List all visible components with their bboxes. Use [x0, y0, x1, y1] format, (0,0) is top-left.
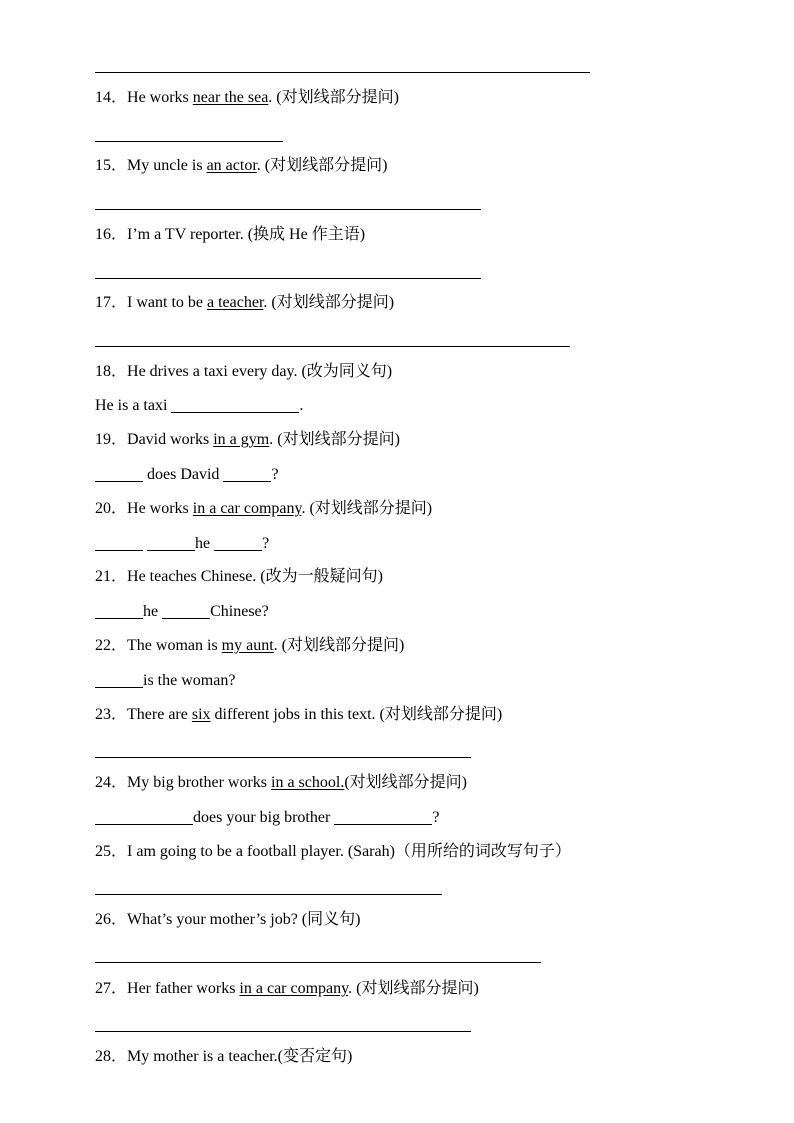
- answer-22: is the woman?: [95, 671, 235, 691]
- answer-line-16[interactable]: [95, 278, 481, 279]
- question-15: 15．My uncle is an actor. (对划线部分提问): [95, 157, 388, 174]
- question-23: 23．There are six different jobs in this text. (对划线部分提问): [95, 706, 503, 723]
- answer-19: does David ?: [95, 465, 279, 485]
- answer-line-25[interactable]: [95, 894, 442, 895]
- question-18: 18．He drives a taxi every day. (改为同义句): [95, 363, 393, 380]
- question-21: 21．He teaches Chinese. (改为一般疑问句): [95, 568, 383, 585]
- blank[interactable]: [95, 671, 143, 688]
- blank[interactable]: [171, 396, 299, 413]
- question-26: 26．What’s your mother’s job? (同义句): [95, 911, 361, 928]
- answer-line-27[interactable]: [95, 1031, 471, 1032]
- question-28: 28．My mother is a teacher.(变否定句): [95, 1048, 353, 1065]
- answer-21: he Chinese?: [95, 602, 269, 622]
- blank[interactable]: [95, 602, 143, 619]
- blank[interactable]: [95, 465, 143, 482]
- answer-line-23[interactable]: [95, 757, 471, 758]
- question-17: 17．I want to be a teacher. (对划线部分提问): [95, 294, 395, 311]
- answer-line-14[interactable]: [95, 141, 283, 142]
- question-27: 27．Her father works in a car company. (对划线部分提问): [95, 980, 479, 997]
- blank[interactable]: [95, 808, 193, 825]
- blank[interactable]: [214, 534, 262, 551]
- answer-24: does your big brother ?: [95, 808, 439, 828]
- answer-20: he ?: [95, 534, 269, 554]
- question-16: 16．I’m a TV reporter. (换成 He 作主语): [95, 226, 366, 243]
- blank[interactable]: [162, 602, 210, 619]
- question-24: 24．My big brother works in a school.(对划线部分提问): [95, 774, 467, 791]
- question-22: 22．The woman is my aunt. (对划线部分提问): [95, 637, 405, 654]
- blank[interactable]: [95, 534, 143, 551]
- answer-line[interactable]: [95, 72, 590, 73]
- question-19: 19．David works in a gym. (对划线部分提问): [95, 431, 400, 448]
- answer-18: He is a taxi .: [95, 397, 304, 414]
- question-14: 14．He works near the sea. (对划线部分提问): [95, 89, 399, 106]
- question-20: 20．He works in a car company. (对划线部分提问): [95, 500, 433, 517]
- blank[interactable]: [147, 534, 195, 551]
- answer-line-26[interactable]: [95, 962, 541, 963]
- blank[interactable]: [334, 808, 432, 825]
- answer-line-15[interactable]: [95, 209, 481, 210]
- question-25: 25．I am going to be a football player. (Sarah)（用所给的词改写句子）: [95, 843, 571, 860]
- blank[interactable]: [223, 465, 271, 482]
- answer-line-17[interactable]: [95, 346, 570, 347]
